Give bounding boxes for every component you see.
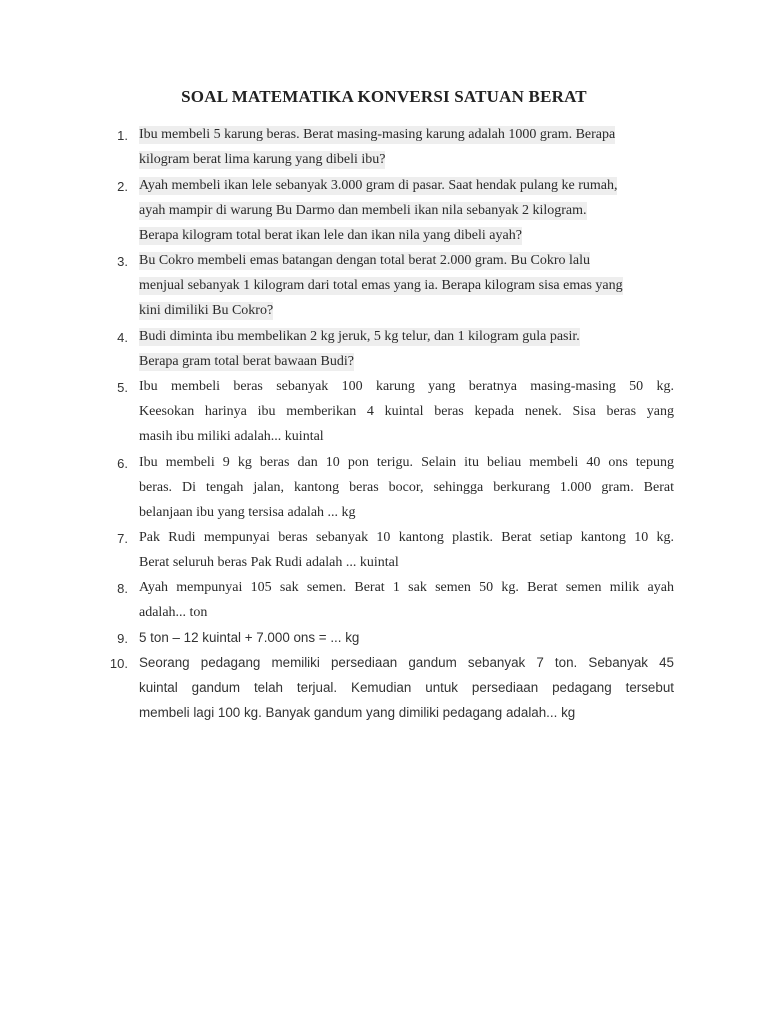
page-title: SOAL MATEMATIKA KONVERSI SATUAN BERAT	[181, 87, 587, 106]
question-line: Ayah membeli ikan lele sebanyak 3.000 gram di pasar. Saat hendak pulang ke rumah,	[139, 178, 618, 193]
item-number: 9.	[117, 631, 128, 646]
question-line: Pak Rudi mempunyai beras sebanyak 10 kantong plastik. Berat setiap kantong 10 kg.	[139, 530, 674, 545]
question-line: membeli lagi 100 kg. Banyak gandum yang dimiliki pedagang adalah... kg	[139, 705, 576, 720]
item-number: 5.	[117, 380, 128, 395]
item-number: 1.	[117, 128, 128, 143]
item-number: 8.	[117, 581, 128, 596]
question-line: belanjaan ibu yang tersisa adalah ... kg	[139, 505, 356, 520]
question-line: Keesokan harinya ibu memberikan 4 kuintal beras kepada nenek. Sisa beras yang	[139, 404, 674, 419]
question-line: beras. Di tengah jalan, kantong beras bocor, sehingga berkurang 1.000 gram. Berat	[139, 480, 674, 495]
question-line: adalah... ton	[139, 605, 208, 620]
question-line: Berapa kilogram total berat ikan lele dan ikan nila yang dibeli ayah?	[139, 228, 522, 243]
question-line: ayah mampir di warung Bu Darmo dan membeli ikan nila sebanyak 2 kilogram.	[139, 203, 587, 218]
question-line: kilogram berat lima karung yang dibeli ibu?	[139, 152, 386, 167]
question-line: Ayah mempunyai 105 sak semen. Berat 1 sak semen 50 kg. Berat semen milik ayah	[139, 580, 674, 595]
item-number: 3.	[117, 254, 128, 269]
question-line: menjual sebanyak 1 kilogram dari total emas yang ia. Berapa kilogram sisa emas yang	[139, 278, 623, 293]
question-line: Berat seluruh beras Pak Rudi adalah ... kuintal	[139, 555, 399, 570]
item-number: 7.	[117, 531, 128, 546]
question-line: 5 ton – 12 kuintal + 7.000 ons = ... kg	[139, 630, 360, 645]
item-number: 10.	[109, 656, 128, 671]
question-line: kini dimiliki Bu Cokro?	[139, 303, 274, 318]
question-line: Budi diminta ibu membelikan 2 kg jeruk, 5 kg telur, dan 1 kilogram gula pasir.	[139, 329, 580, 344]
question-line: Ibu membeli 5 karung beras. Berat masing-masing karung adalah 1000 gram. Berapa	[139, 127, 616, 142]
question-line: Ibu membeli beras sebanyak 100 karung yang beratnya masing-masing 50 kg.	[139, 379, 674, 394]
item-number: 2.	[117, 179, 128, 194]
question-line: Berapa gram total berat bawaan Budi?	[139, 354, 354, 369]
question-line: Seorang pedagang memiliki persediaan gandum sebanyak 7 ton. Sebanyak 45	[139, 655, 674, 670]
question-line: masih ibu miliki adalah... kuintal	[139, 429, 324, 444]
item-number: 4.	[117, 330, 128, 345]
question-line: kuintal gandum telah terjual. Kemudian untuk persediaan pedagang tersebut	[139, 680, 674, 695]
question-line: Bu Cokro membeli emas batangan dengan total berat 2.000 gram. Bu Cokro lalu	[139, 253, 591, 268]
question-line: Ibu membeli 9 kg beras dan 10 pon terigu. Selain itu beliau membeli 40 ons tepung	[139, 455, 674, 470]
item-number: 6.	[117, 456, 128, 471]
